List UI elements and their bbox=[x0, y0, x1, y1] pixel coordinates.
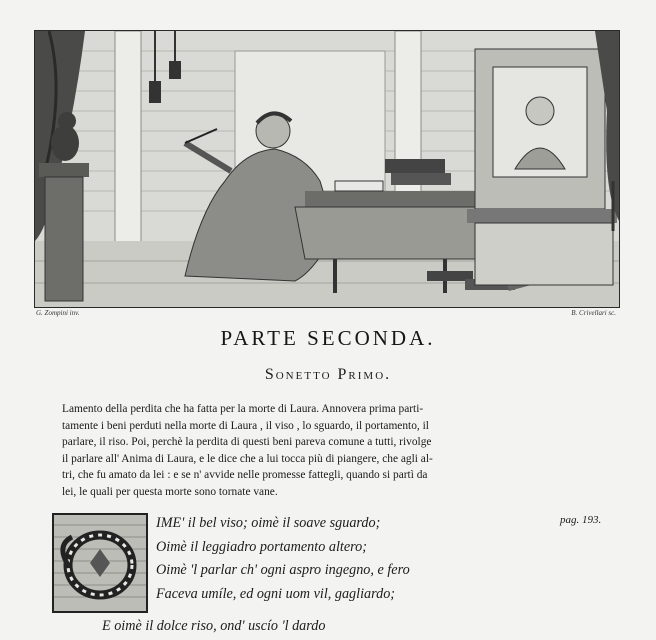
argument-line: il parlare all' Anima di Laura, e le dice che a lui tocca più di piangere, che agli al- bbox=[62, 452, 433, 465]
poem-line: Faceva umíle, ed ogni uom vil, gagliardo; bbox=[156, 585, 396, 602]
poem-line-partial: E oimè il dolce riso, ond' uscío 'l dardo bbox=[102, 618, 326, 634]
part-title: PARTE SECONDA. bbox=[220, 326, 436, 350]
engraving-scene bbox=[35, 31, 619, 307]
argument-line: tamente i beni perduti nella morte di Laura , il viso , lo sguardo, il portamento, il bbox=[62, 419, 429, 432]
serpent-initial-icon bbox=[54, 515, 146, 611]
argument-line: lei, le quali per questa morte sono tornate vane. bbox=[62, 485, 278, 498]
poem-line: IME' il bel viso; oimè il soave sguardo; bbox=[156, 515, 381, 531]
poem-line: Oimè il leggiadro portamento altero; bbox=[156, 538, 367, 555]
sonnet-text bbox=[156, 512, 556, 606]
argument-line: Lamento della perdita che ha fatta per la morte di Laura. Annovera prima parti- bbox=[62, 403, 424, 415]
argument-line: parlare, il riso. Poi, perchè la perdita di questi beni pareva comune a tutti, rivolge bbox=[62, 436, 432, 449]
argument-paragraph bbox=[62, 401, 626, 501]
engraving-credit-inventor: G. Zompini inv. bbox=[36, 309, 80, 317]
engraving-credit-engraver: B. Crivellari sc. bbox=[571, 309, 616, 317]
page-reference: pag. 193. bbox=[560, 514, 602, 526]
argument-line: tri, che fu amato da lei : e se n' avvide nelle promesse fattegli, quando si partì da bbox=[62, 469, 428, 482]
engraving-illustration bbox=[34, 30, 620, 308]
decorated-initial bbox=[52, 513, 148, 613]
sonnet-heading: Sonetto Primo. bbox=[264, 366, 392, 383]
poem-line: Oimè 'l parlar ch' ogni aspro ingegno, e fero bbox=[156, 562, 410, 579]
